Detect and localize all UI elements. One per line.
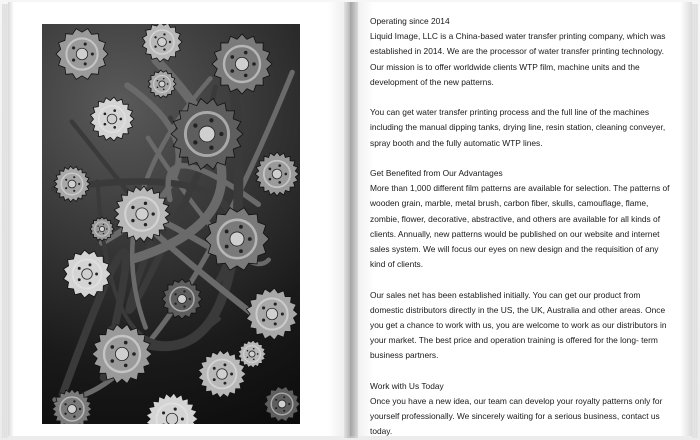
- right-page-edge: [692, 4, 698, 438]
- gears-illustration: [42, 24, 300, 424]
- section-paragraph: You can get water transfer printing process and the full line of the machines including the manual dipping tanks, drying line, resin station, cleaning conveyer, spray booth and the fully automatic WTP lines.: [370, 107, 666, 148]
- engine-gears-pattern-image: [42, 24, 300, 424]
- gear-shape: [238, 340, 266, 368]
- gear-shape: [205, 208, 269, 270]
- section-heading: Work with Us Today: [370, 380, 444, 391]
- gear-shape: [162, 279, 202, 319]
- section-paragraph: Liquid Image, LLC is a China-based water transfer printing company, which was established in 2014. We are the processor of water transfer printing technology. Our mission is to offer worldwide clients WTP film, machine units and the development of the new patterns.: [370, 31, 666, 87]
- book-spine-shadow: [344, 2, 358, 438]
- section-work-with-us: [370, 379, 670, 440]
- gear-shape: [212, 34, 272, 94]
- section-heading: Get Benefited from Our Advantages: [370, 168, 503, 178]
- gear-shape: [54, 166, 90, 202]
- section-heading: Operating since 2014: [370, 16, 450, 26]
- left-page: [8, 2, 350, 436]
- gear-shape: [255, 152, 299, 196]
- gear-shape: [264, 387, 300, 422]
- gear-shape: [56, 29, 108, 80]
- gear-shape: [246, 288, 298, 340]
- page-text-column: [370, 14, 670, 440]
- gear-shape: [146, 393, 198, 424]
- section-paragraph: Once you have a new idea, our team can develop your royalty patterns only for yourself professionally. We sincerely waiting for a serious business, contact us today.: [370, 396, 663, 437]
- section-paragraph: More than 1,000 different film patterns are available for selection. The patterns of wooden grain, marble, metal brush, carbon fiber, skulls, camouflage, flame, zombie, flower, decorative, abstractive, and others are available for all kinds of clients. Annually, new patterns would be published on our website and internet sales system. We will focus our eyes on new design and the requisition of any kind of clients.: [370, 183, 670, 270]
- open-book: [8, 2, 692, 438]
- section-advantages-paragraph-2: [370, 288, 670, 364]
- section-operating-paragraph-2: [370, 105, 670, 151]
- gear-shape: [90, 97, 134, 141]
- section-operating: [370, 14, 670, 90]
- left-page-edge: [2, 4, 8, 438]
- gear-shape: [142, 24, 182, 62]
- section-advantages: [370, 166, 670, 272]
- gear-shape: [90, 217, 114, 241]
- section-paragraph: Our sales net has been established initially. You can get our product from domestic distributors directly in the US, the UK, Australia and other areas. Once you get a chance to work with us, you are welcome to work as our distributors in your market. The best price and operation training is offered for the long- term business partners.: [370, 289, 667, 361]
